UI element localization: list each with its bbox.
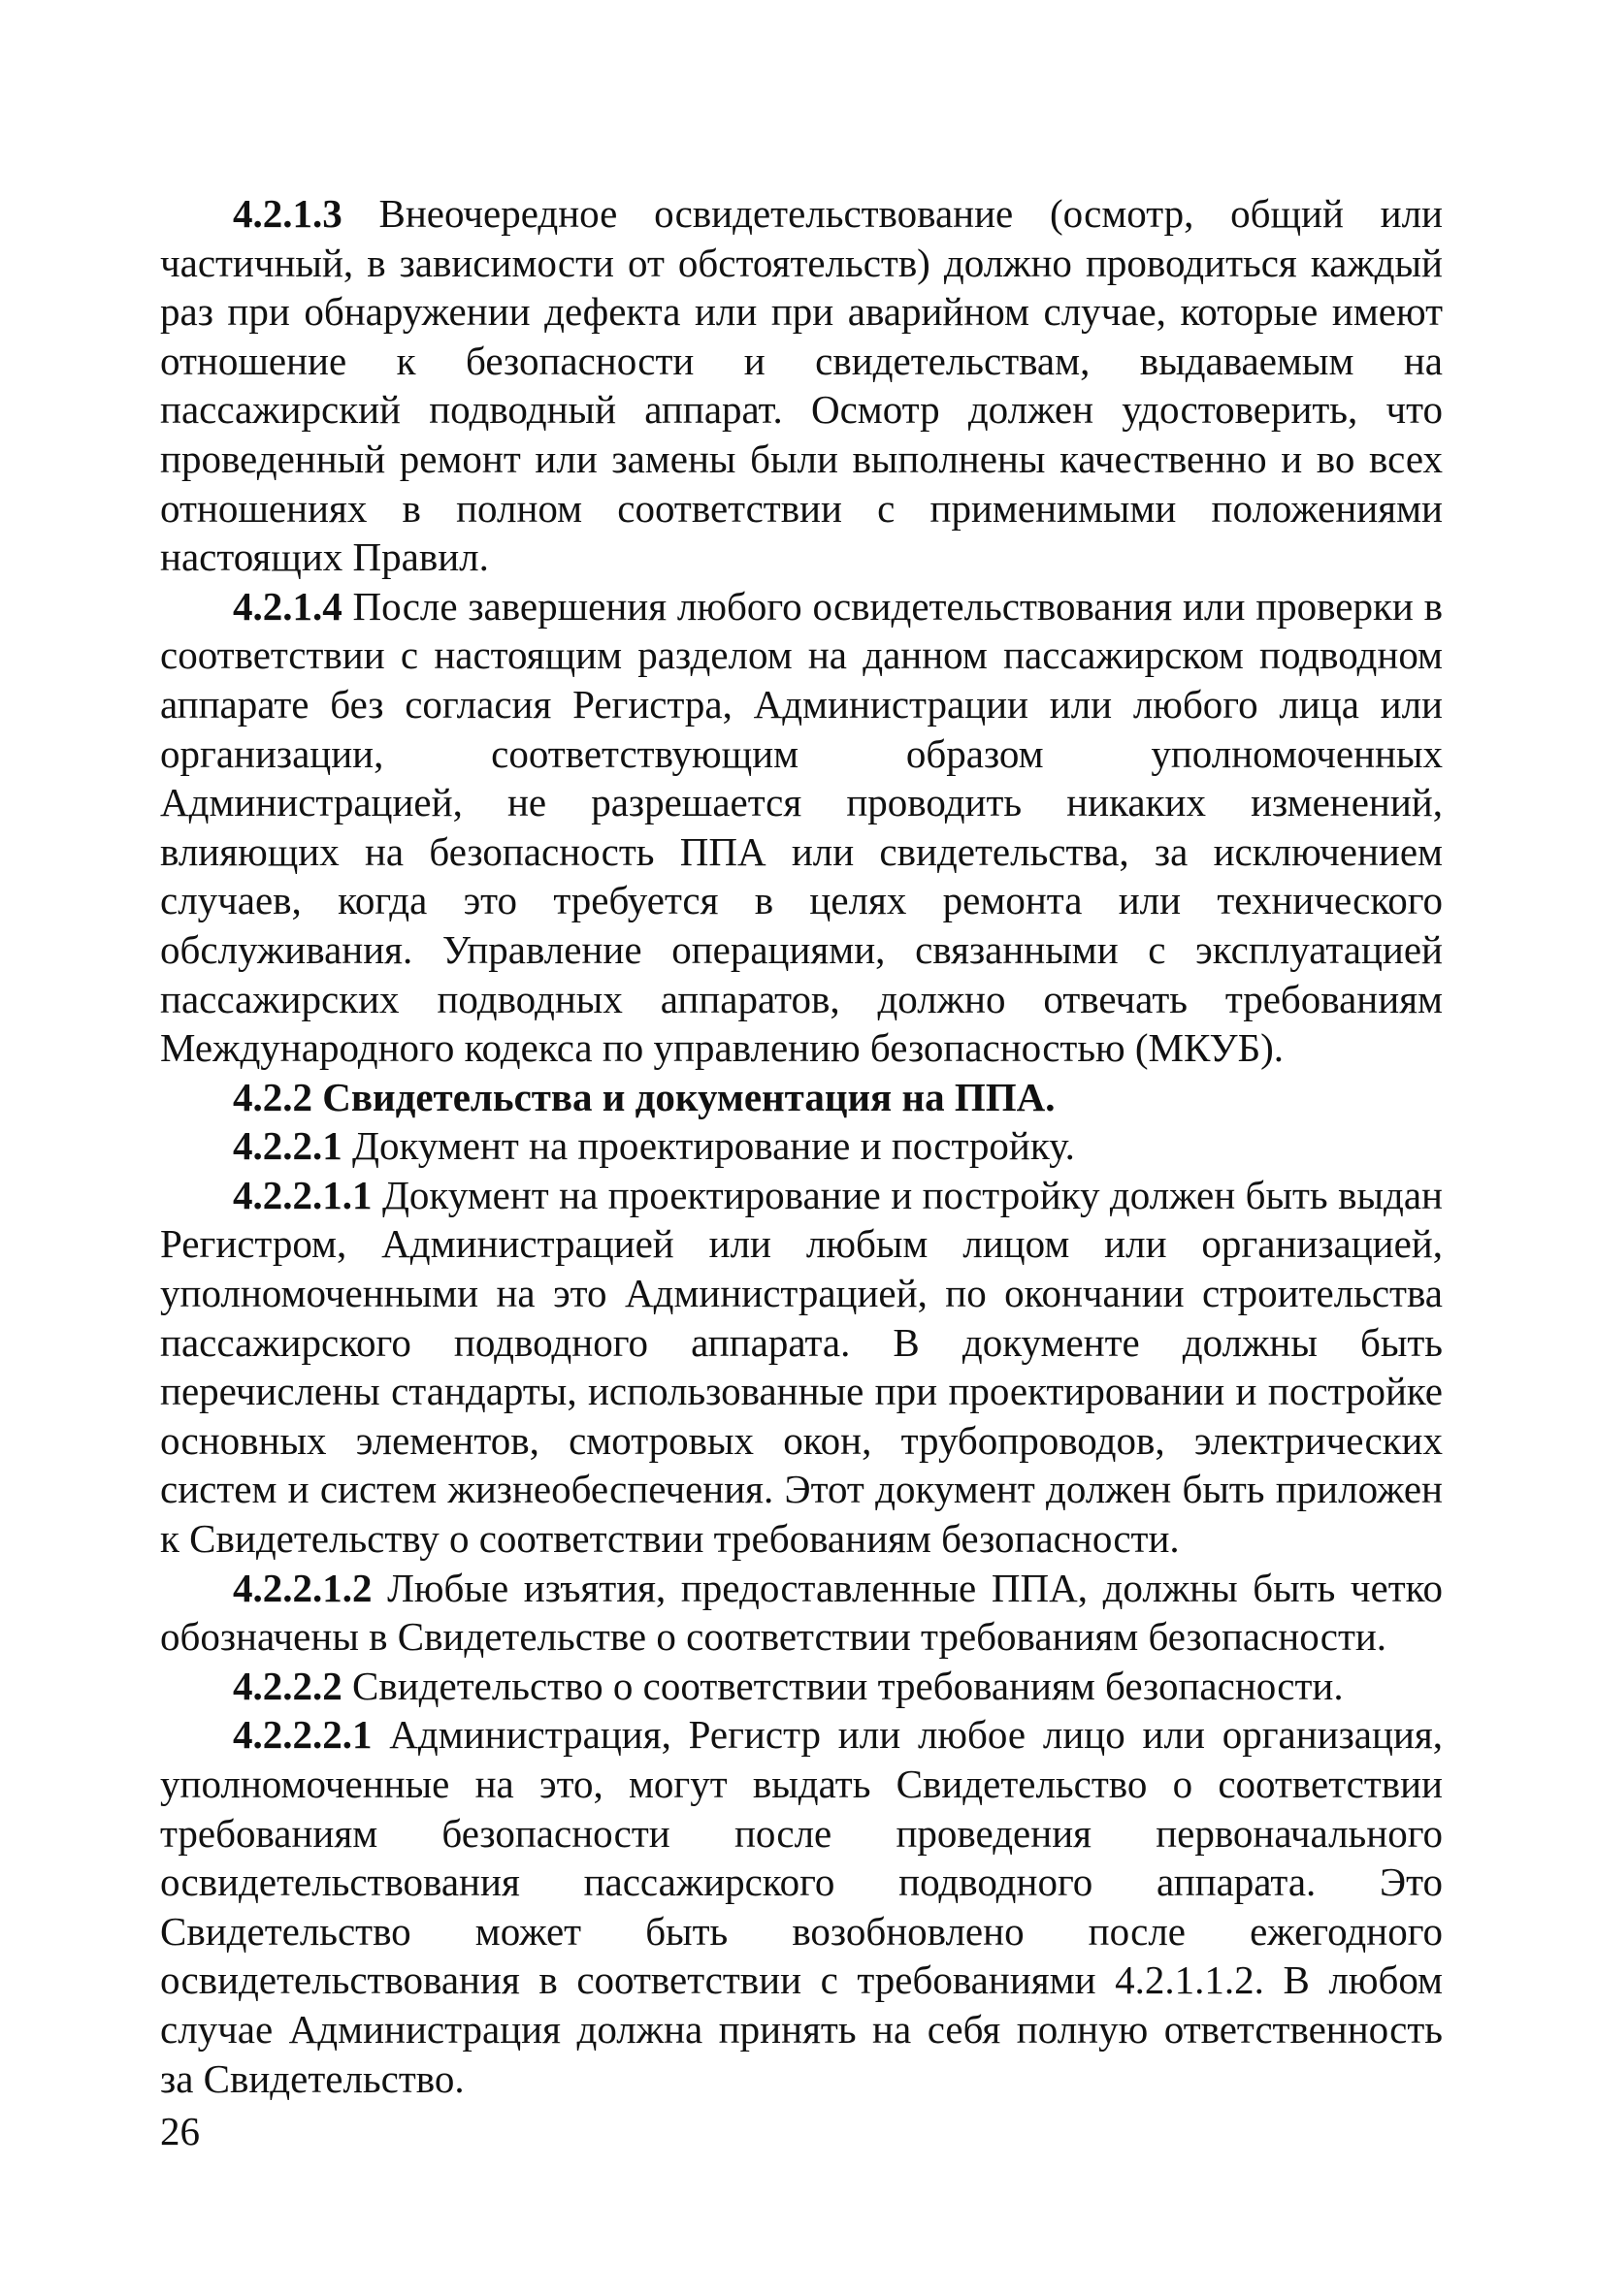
clause-number: 4.2.2.2 bbox=[233, 1663, 342, 1708]
paragraph-text: Любые изъятия, предоставленные ППА, должны быть четко обозначены в Свидетельстве о соответствии требованиям безопасности. bbox=[160, 1565, 1443, 1660]
body-text bbox=[160, 189, 1443, 2103]
paragraph-text: После завершения любого освидетельствования или проверки в соответствии с настоящим разделом на данном пассажирском подводном аппарате без согласия Регистра, Администрации или любого лица или организации, соответствующим образом уполномоченных Администрацией, не разрешается проводить никаких изменений, влияющих на безопасность ППА или свидетельства, за исключением случаев, когда это требуется в целях ремонта или технического обслуживания. Управление операциями, связанными с эксплуатацией пассажирских подводных аппаратов, должно отвечать требованиям Международного кодекса по управлению безопасностью (МКУБ). bbox=[160, 583, 1443, 1071]
paragraph-text: Внеочередное освидетельствование (осмотр, общий или частичный, в зависимости от обстоятельств) должно проводиться каждый раз при обнаружении дефекта или при аварийном случае, которые имеют отношение к безопасности и свидетельствам, выдаваемым на пассажирский подводный аппарат. Осмотр должен удостоверить, что проведенный ремонт или замены были выполнены качественно и во всех отношениях в полном соответствии с применимыми положениями настоящих Правил. bbox=[160, 191, 1443, 580]
paragraph-4-2-1-4 bbox=[160, 582, 1443, 1073]
section-heading-4-2-2: 4.2.2 Свидетельства и документация на ППА. bbox=[233, 1074, 1056, 1119]
paragraph-text: Администрация, Регистр или любое лицо или организация, уполномоченные на это, могут выдать Свидетельство о соответствии требованиям безопасности после проведения первоначального освидетельствования пассажирского подводного аппарата. Это Свидетельство может быть возобновлено после ежегодного освидетельствования в соответствии с требованиями 4.2.1.1.2. В любом случае Администрация должна принять на себя полную ответственность за Свидетельство. bbox=[160, 1712, 1443, 2101]
clause-number: 4.2.2.1.1 bbox=[233, 1172, 373, 1217]
paragraph-4-2-2-1 bbox=[160, 1121, 1443, 1171]
paragraph-text: Свидетельство о соответствии требованиям безопасности. bbox=[342, 1663, 1344, 1708]
clause-number: 4.2.1.3 bbox=[233, 191, 342, 236]
paragraph-4-2-2-1-2 bbox=[160, 1564, 1443, 1662]
paragraph-4-2-2-2-1 bbox=[160, 1710, 1443, 2103]
paragraph-4-2-2-1-1 bbox=[160, 1171, 1443, 1564]
paragraph-text: Документ на проектирование и постройку должен быть выдан Регистром, Администрацией или любым лицом или организацией, уполномоченными на это Администрацией, по окончании строительства пассажирского подводного аппарата. В документе должны быть перечислены стандарты, использованные при проектировании и постройке основных элементов, смотровых окон, трубопроводов, электрических систем и систем жизнеобеспечения. Этот документ должен быть приложен к Свидетельству о соответствии требованиям безопасности. bbox=[160, 1172, 1443, 1562]
paragraph-4-2-1-3 bbox=[160, 189, 1443, 582]
clause-number: 4.2.2.1 bbox=[233, 1123, 342, 1169]
page-number: 26 bbox=[160, 2109, 200, 2153]
clause-number: 4.2.2.2.1 bbox=[233, 1712, 373, 1758]
clause-number: 4.2.1.4 bbox=[233, 583, 342, 629]
paragraph-text: Документ на проектирование и постройку. bbox=[342, 1123, 1075, 1169]
paragraph-4-2-2-2 bbox=[160, 1662, 1443, 1711]
clause-number: 4.2.2.1.2 bbox=[233, 1565, 373, 1610]
